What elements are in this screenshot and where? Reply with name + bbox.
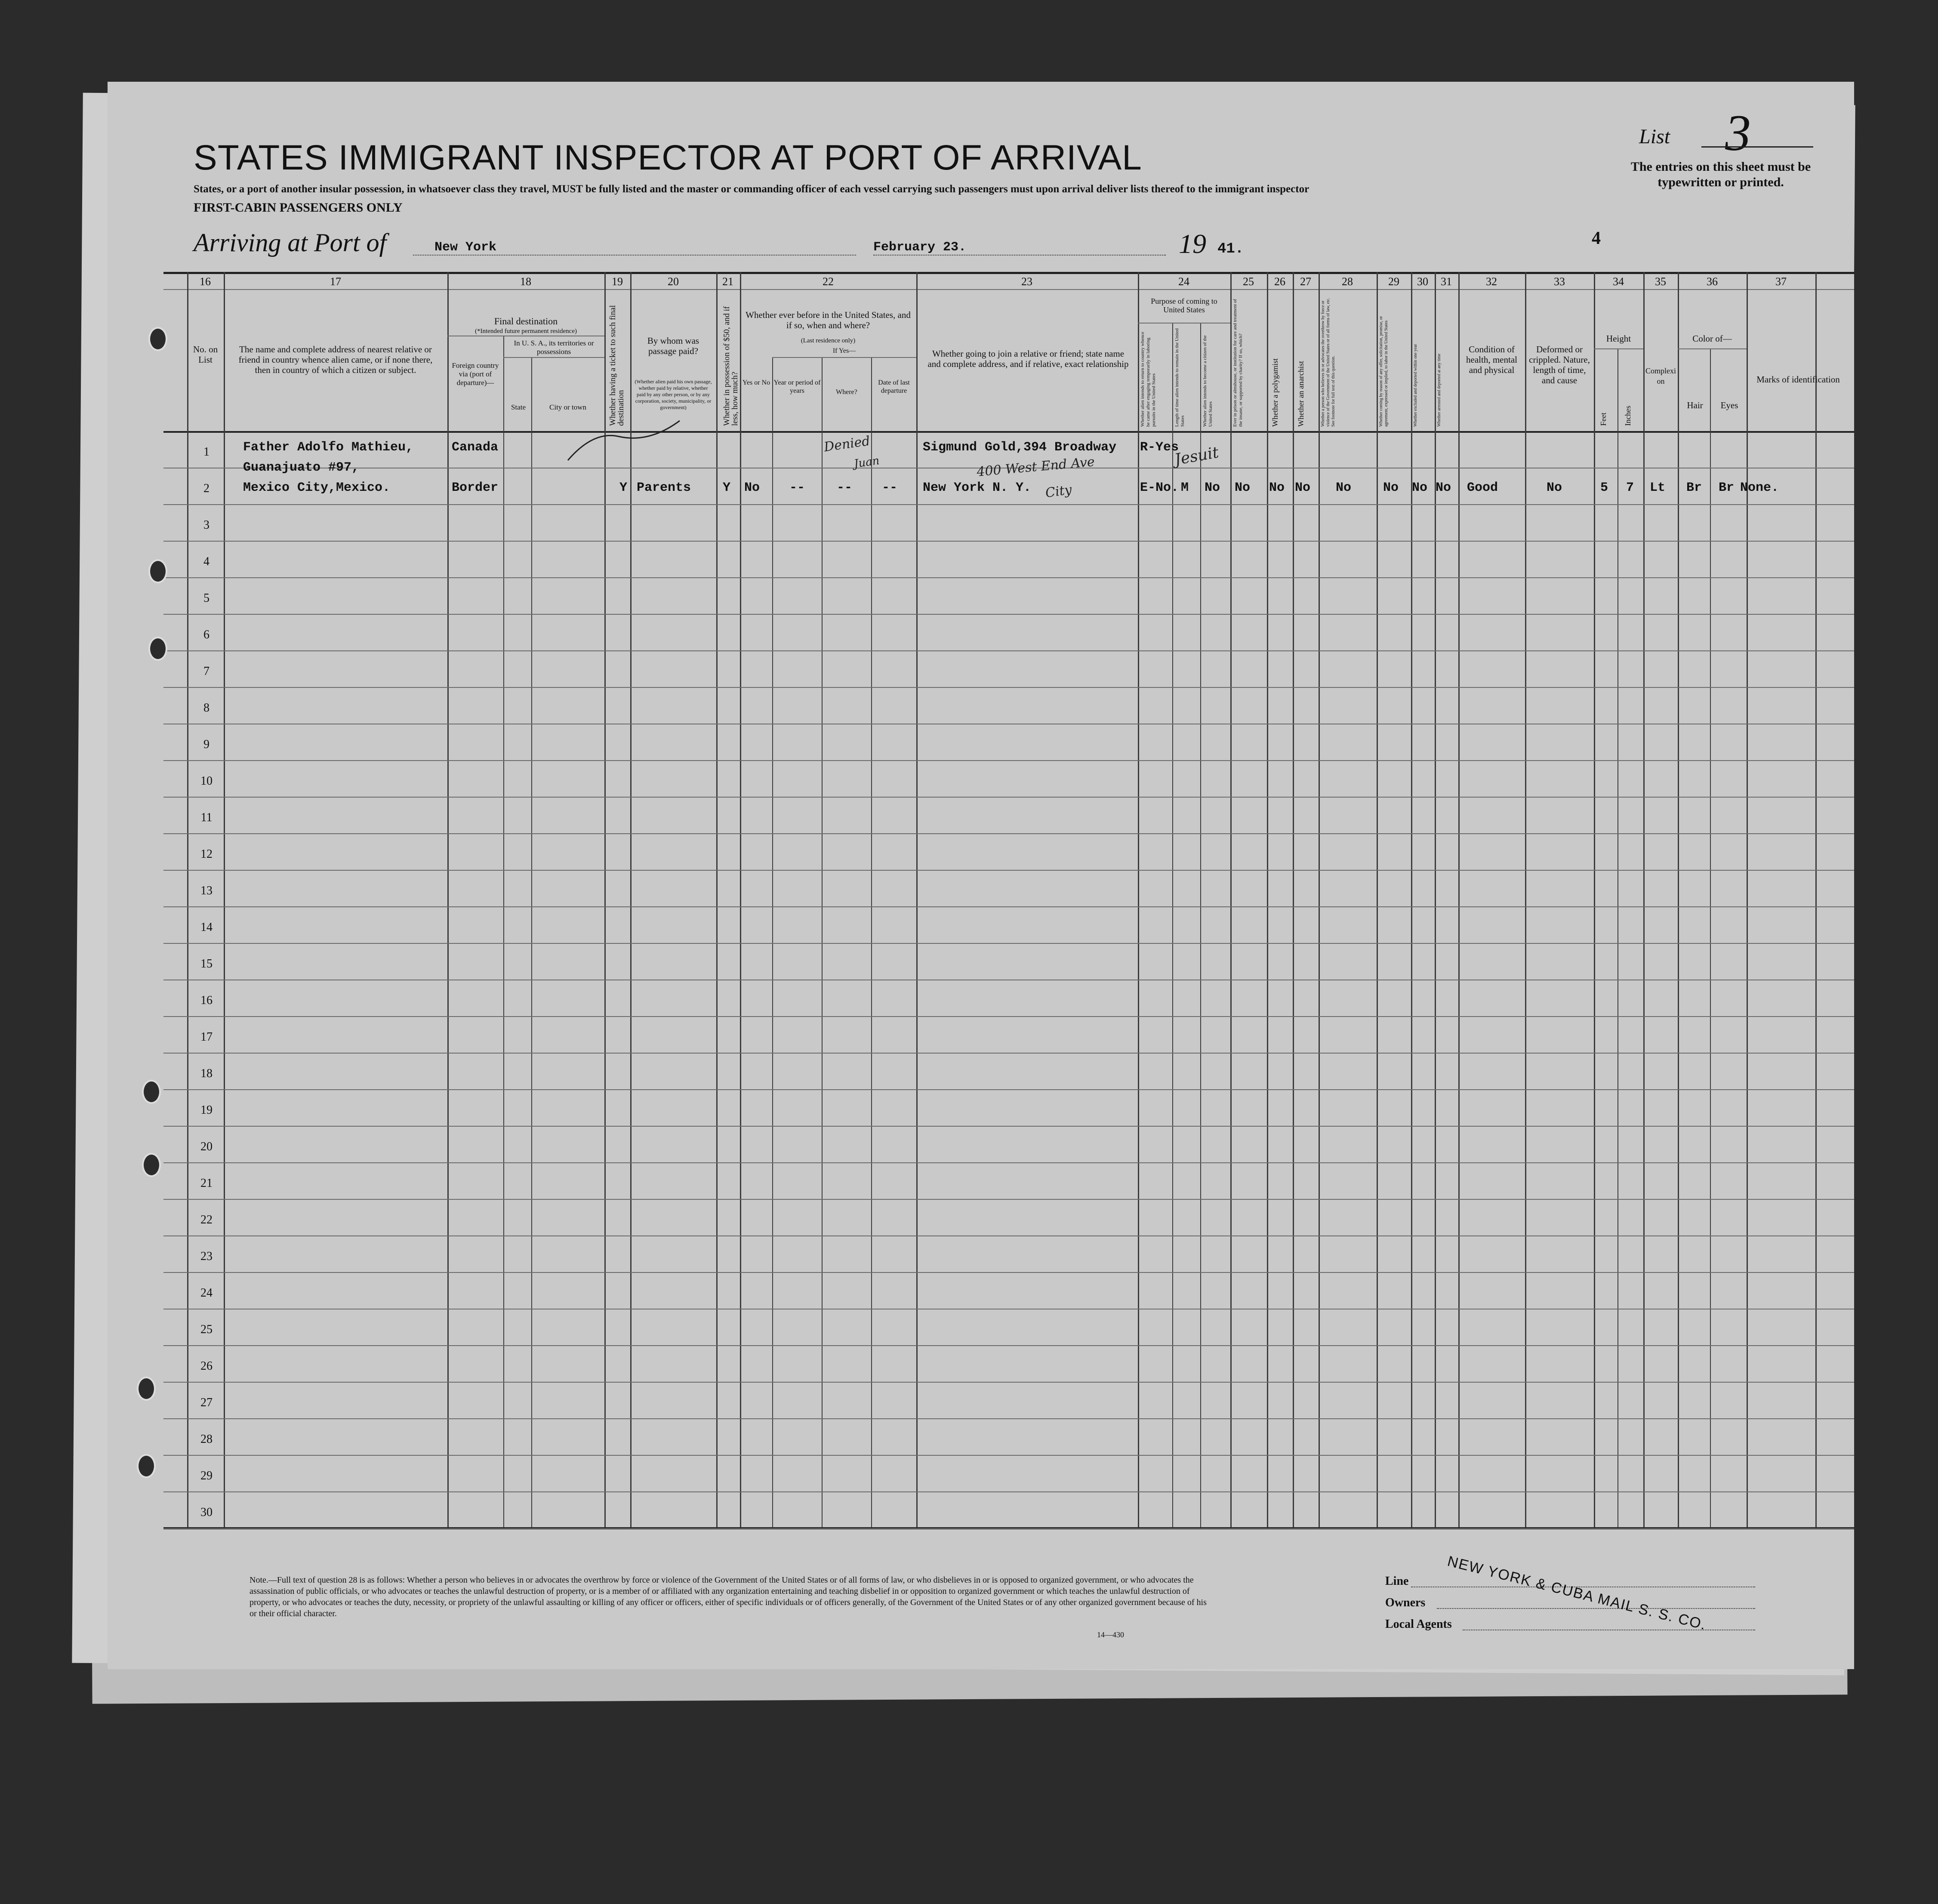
header-ever-in-us: Whether ever before in the United States, and if so, when and where? (746, 310, 911, 330)
subheader-line (1594, 348, 1643, 349)
column-number: 27 (1300, 275, 1311, 288)
row-number: 20 (200, 1140, 213, 1153)
header-passage-paid-note: (Whether alien paid his own passage, whether paid by relative, whether paid by any other person, or by any corporation, society, municipality, or government) (635, 379, 712, 410)
col-line (740, 272, 741, 1527)
page-title: STATES IMMIGRANT INSPECTOR AT PORT OF ARRIVAL (194, 138, 1142, 177)
where-value: -- (837, 481, 853, 495)
header-city: City or town (549, 403, 586, 411)
typewritten-note: The entries on this sheet must be typewritten or printed. (1630, 160, 1811, 189)
relative-line1: Father Adolfo Mathieu, (243, 440, 414, 455)
joining-line2: New York N. Y. (923, 481, 1032, 495)
table-row-line (163, 833, 1854, 834)
period-value: -- (789, 481, 805, 495)
list-number: 3 (1725, 104, 1751, 161)
column-number: 19 (612, 275, 623, 288)
header-joining: Whether going to join a relative or friend; state name and complete address, and if relative, exact relationship (927, 348, 1129, 369)
column-number: 28 (1342, 275, 1353, 288)
column-number: 22 (823, 275, 834, 288)
header-state: State (511, 403, 526, 411)
arrested-value: No (1436, 481, 1451, 495)
header-inches: Inches (1624, 406, 1632, 426)
foreign-port: Border (452, 481, 499, 495)
column-number: 21 (722, 275, 733, 288)
header-health: Condition of health, mental and physical (1466, 344, 1517, 375)
column-number: 30 (1417, 275, 1428, 288)
table-row-line (163, 1199, 1854, 1200)
hair-value: Br (1686, 481, 1702, 495)
row-number: 11 (200, 811, 213, 824)
row-number: 4 (203, 555, 210, 568)
row-number: 6 (203, 628, 210, 641)
col-line (531, 357, 532, 1527)
binder-hole-icon (148, 637, 167, 661)
marks-value: None. (1740, 481, 1779, 495)
header-if-yes: If Yes— (832, 347, 856, 354)
health-value: Good (1467, 481, 1498, 495)
col-line (916, 272, 918, 1527)
row-number: 21 (200, 1177, 213, 1190)
header-purpose-citizen: Whether alien intends to become a citizen of the United States (1202, 335, 1213, 427)
col-line (1172, 323, 1173, 1527)
relative-line2: Guanajuato #97, (243, 460, 360, 475)
agents-label: Local Agents (1385, 1617, 1452, 1631)
table-row-line (163, 1528, 1854, 1529)
header-overthrow: Whether a person who believes in or advocates the overthrow by force or violence of the Government of the United States or of all forms of law, etc. See footnote for full text of this question. (1321, 298, 1336, 427)
row-number: 5 (203, 592, 210, 605)
row-number: 22 (200, 1213, 213, 1226)
handwritten-stroke (564, 417, 684, 465)
table-row-line (163, 614, 1854, 615)
header-where: Where? (836, 388, 857, 396)
port-line (413, 255, 856, 256)
binder-hole-icon (148, 559, 167, 583)
col-line (716, 272, 718, 1527)
col-line (187, 272, 188, 1527)
table-row-line (163, 1235, 1854, 1236)
header-hair: Hair (1687, 400, 1703, 410)
header-deformed: Deformed or crippled. Nature, length of time, and cause (1529, 344, 1590, 385)
header-fifty-dollars: Whether in possession of $50, and if less, how much? (722, 306, 739, 426)
owners-label: Owners (1385, 1596, 1426, 1609)
purpose-length: E-No. (1140, 481, 1179, 495)
header-purpose-return: Whether alien intends to return to country whence he came after engaging temporarily in laboring pursuits in the United States (1140, 332, 1156, 427)
year-suffix: 41. (1217, 241, 1244, 257)
relative-line3: Mexico City,Mexico. (243, 481, 391, 495)
header-feet: Feet (1599, 413, 1608, 426)
date-departure-value: -- (882, 481, 898, 495)
col-line (224, 272, 225, 1527)
row-number: 18 (200, 1067, 213, 1080)
row-number: 10 (200, 774, 213, 788)
row-number: 7 (203, 665, 210, 678)
col-line (871, 357, 872, 1527)
row-number: 19 (200, 1103, 213, 1117)
table-row-line (163, 1126, 1854, 1127)
header-eyes: Eyes (1720, 400, 1738, 410)
colnum-divider (163, 289, 1854, 290)
column-number: 32 (1486, 275, 1497, 288)
col-line (447, 272, 449, 1527)
table-row-line (163, 1162, 1854, 1163)
column-number: 26 (1274, 275, 1285, 288)
table-row-line (163, 870, 1854, 871)
table-row-line (163, 650, 1854, 651)
overthrow-value: No (1336, 481, 1352, 495)
cabin-class: FIRST-CABIN PASSENGERS ONLY (194, 200, 403, 215)
col-line (1411, 272, 1412, 1527)
col-line (1230, 272, 1232, 1527)
table-row-line (163, 1053, 1854, 1054)
col-line (1458, 272, 1460, 1527)
line-label: Line (1385, 1574, 1409, 1588)
row-number: 12 (200, 847, 213, 861)
subheader-line (1678, 348, 1747, 349)
height-inches-value: 7 (1626, 481, 1634, 495)
header-ticket: Whether having a ticket to such final destination (608, 305, 625, 426)
handwritten-note: Juan (853, 454, 881, 471)
header-date-departure: Date of last departure (878, 379, 910, 394)
labor-offer-value: No (1383, 481, 1399, 495)
row-number: 17 (200, 1030, 213, 1044)
col-line (1747, 272, 1748, 1527)
arrival-date: February 23. (873, 240, 967, 255)
purpose-return: R-Yes (1140, 440, 1179, 455)
table-row-line (163, 1382, 1854, 1383)
subheader-line (772, 357, 916, 358)
column-number: 33 (1554, 275, 1565, 288)
row-number: 9 (203, 738, 210, 751)
arrival-port: New York (434, 240, 497, 255)
row-number: 30 (200, 1506, 213, 1519)
col-line (772, 357, 773, 1527)
column-number: 20 (668, 275, 679, 288)
row-number: 8 (203, 701, 210, 715)
col-line (1435, 272, 1436, 1527)
row-number: 26 (200, 1359, 213, 1373)
col-line (1594, 272, 1595, 1527)
handwritten-note: City (1044, 482, 1073, 501)
header-yes-no: Yes or No (742, 379, 770, 386)
row-number: 24 (200, 1286, 213, 1300)
table-row-line (163, 1418, 1854, 1419)
date-line (873, 255, 1166, 256)
column-number: 35 (1655, 275, 1666, 288)
header-no-on-list: No. on List (193, 344, 218, 365)
header-bottom-border (163, 431, 1854, 433)
anarchist-value: No (1295, 481, 1311, 495)
col-line (1710, 348, 1711, 1527)
table-row-line (163, 906, 1854, 907)
manifest-sheet (108, 82, 1854, 1669)
header-prison: Ever in prison or almshouse, or institution for care and treatment of the insane, or supported by charity? If so, which? (1232, 299, 1243, 427)
col-line (1643, 272, 1645, 1527)
excluded-value: No (1412, 481, 1428, 495)
height-feet-value: 5 (1600, 481, 1608, 495)
column-number: 16 (200, 275, 211, 288)
list-label: List (1639, 125, 1670, 148)
deformed-value: No (1547, 481, 1562, 495)
handwritten-note: Jesuit (1173, 444, 1220, 469)
column-number: 34 (1613, 275, 1624, 288)
owners-field (1437, 1608, 1755, 1609)
row-number: 15 (200, 957, 213, 970)
table-row-line (163, 541, 1854, 542)
table-row-line (163, 577, 1854, 578)
binder-hole-icon (142, 1080, 161, 1104)
col-line (1138, 272, 1139, 1527)
row-number: 13 (200, 884, 213, 897)
header-labor-offer: Whether coming by reason of any offer, solicitation, promise, or agreement, expressed or implied, to labor in the United States (1379, 316, 1389, 427)
purpose-citizen: M (1181, 481, 1189, 495)
column-number: 29 (1388, 275, 1399, 288)
column-number: 31 (1441, 275, 1452, 288)
header-complexion: Complexion (1645, 367, 1676, 385)
polygamist-prev: No (1235, 481, 1251, 495)
table-row-line (163, 943, 1854, 944)
ever-in-us-value: No (744, 481, 760, 495)
row-number: 14 (200, 921, 213, 934)
table-row-line (163, 760, 1854, 761)
column-number: 23 (1021, 275, 1032, 288)
header-excluded: Whether excluded and deported within one year (1413, 344, 1418, 427)
subheader-line (503, 357, 604, 358)
header-color-of: Color of— (1692, 333, 1732, 344)
header-foreign-country: Foreign country via (port of departure)— (452, 361, 499, 387)
binder-hole-icon (148, 327, 167, 351)
row-number: 27 (200, 1396, 213, 1409)
margin-number: 4 (1592, 228, 1601, 248)
shipping-line-stamp: NEW YORK & CUBA MAIL S. S. CO. (1445, 1553, 1708, 1633)
header-in-usa: In U. S. A., its territories or possessions (514, 339, 594, 356)
row-number: 3 (203, 518, 210, 532)
header-marks: Marks of identification (1756, 374, 1840, 385)
joining-line1: Sigmund Gold,394 Broadway (923, 440, 1117, 455)
row-number: 1 (203, 445, 210, 459)
table-row-line (163, 1272, 1854, 1273)
row-number: 16 (200, 994, 213, 1007)
handwritten-note: 400 West End Ave (976, 454, 1096, 480)
table-row-line (163, 1089, 1854, 1090)
col-line (1815, 272, 1817, 1527)
header-polygamist: Whether a polygamist (1271, 358, 1279, 427)
year-prefix: 19 (1179, 228, 1206, 259)
header-purpose: Purpose of coming to United States (1151, 297, 1217, 314)
col-line (1267, 272, 1268, 1527)
row-number: 23 (200, 1250, 213, 1263)
col-line (1678, 272, 1679, 1527)
col-line (1200, 323, 1201, 1527)
row-number: 2 (203, 482, 210, 495)
col-line (822, 357, 823, 1527)
complexion-value: Lt (1650, 481, 1666, 495)
fifty-value: Y (723, 481, 731, 495)
header-period: Year or period of years (773, 379, 821, 394)
header-purpose-length: Length of time alien intends to remain in the United States (1174, 328, 1185, 427)
polygamist-value: No (1269, 481, 1285, 495)
table-row-line (163, 687, 1854, 688)
header-arrested: Whether arrested and deported at any time (1437, 354, 1442, 427)
ticket-value: Y (619, 481, 628, 495)
header-last-residence: (Last residence only) (801, 337, 856, 344)
column-number: 36 (1707, 275, 1718, 288)
column-number: 24 (1178, 275, 1189, 288)
column-number: 25 (1243, 275, 1254, 288)
header-anarchist: Whether an anarchist (1297, 361, 1305, 427)
col-line (1377, 272, 1378, 1527)
row-number: 29 (200, 1469, 213, 1482)
binder-hole-icon (142, 1153, 161, 1177)
column-number: 18 (520, 275, 531, 288)
col-line (1319, 272, 1320, 1527)
header-final-destination-note: (*Intended future permanent residence) (475, 328, 577, 335)
col-line (1293, 272, 1294, 1527)
foreign-country: Canada (452, 440, 499, 455)
table-top-border (163, 272, 1854, 274)
prison-value: No (1205, 481, 1220, 495)
row-number: 28 (200, 1433, 213, 1446)
header-height: Height (1606, 333, 1631, 344)
header-nearest-relative: The name and complete address of nearest relative or friend in country whence alien came, or if none there, then in country of which a citizen or subject. (238, 344, 433, 375)
list-underline (1701, 146, 1813, 148)
table-row-line (163, 504, 1854, 505)
binder-hole-icon (137, 1377, 156, 1401)
col-line (503, 336, 504, 1527)
footnote-q28: Note.—Full text of question 28 is as follows: Whether a person who believes in or advocates the overthrow by force or violence of the Government of the United States or of all forms of law, or who disbelieves in or is opposed to organized government, or who advocates the assassination of public officials, or who advocates or teaches the unlawful destruction of property, or is a member of or affiliated with any organization entertaining and teaching disbelief in or opposition to organized government or which teaches the unlawful destruction of property, or who advocates or teaches the duty, necessity, or propriety of the unlawful assaulting or killing of any officer or officers, either of specific individuals or of officers generally, of the Government of the United States or of any other organized government because of his or their official character. (250, 1575, 1207, 1618)
header-final-destination: Final destination (494, 316, 558, 327)
col-line (1525, 272, 1526, 1527)
table-row-line (163, 1455, 1854, 1456)
column-number: 17 (330, 275, 341, 288)
arriving-label: Arriving at Port of (194, 228, 387, 257)
table-row-line (163, 797, 1854, 798)
column-number: 37 (1775, 275, 1787, 288)
table-row-line (163, 1016, 1854, 1017)
table-row-line (163, 1345, 1854, 1346)
eyes-value: Br (1719, 481, 1735, 495)
row-number: 25 (200, 1323, 213, 1336)
table-row-line (163, 1491, 1854, 1492)
binder-hole-icon (137, 1454, 156, 1478)
instructions: States, or a port of another insular possession, in whatsoever class they travel, MUST be fully listed and the master or commanding officer of each vessel carrying such passengers must upon arrival deliver lists thereof to the immigrant inspector (194, 183, 1309, 195)
form-code: 14—430 (1097, 1630, 1124, 1639)
handwritten-note: Denied (823, 433, 871, 455)
header-passage-paid: By whom was passage paid? (647, 336, 699, 356)
passage-paid-value: Parents (637, 481, 691, 495)
